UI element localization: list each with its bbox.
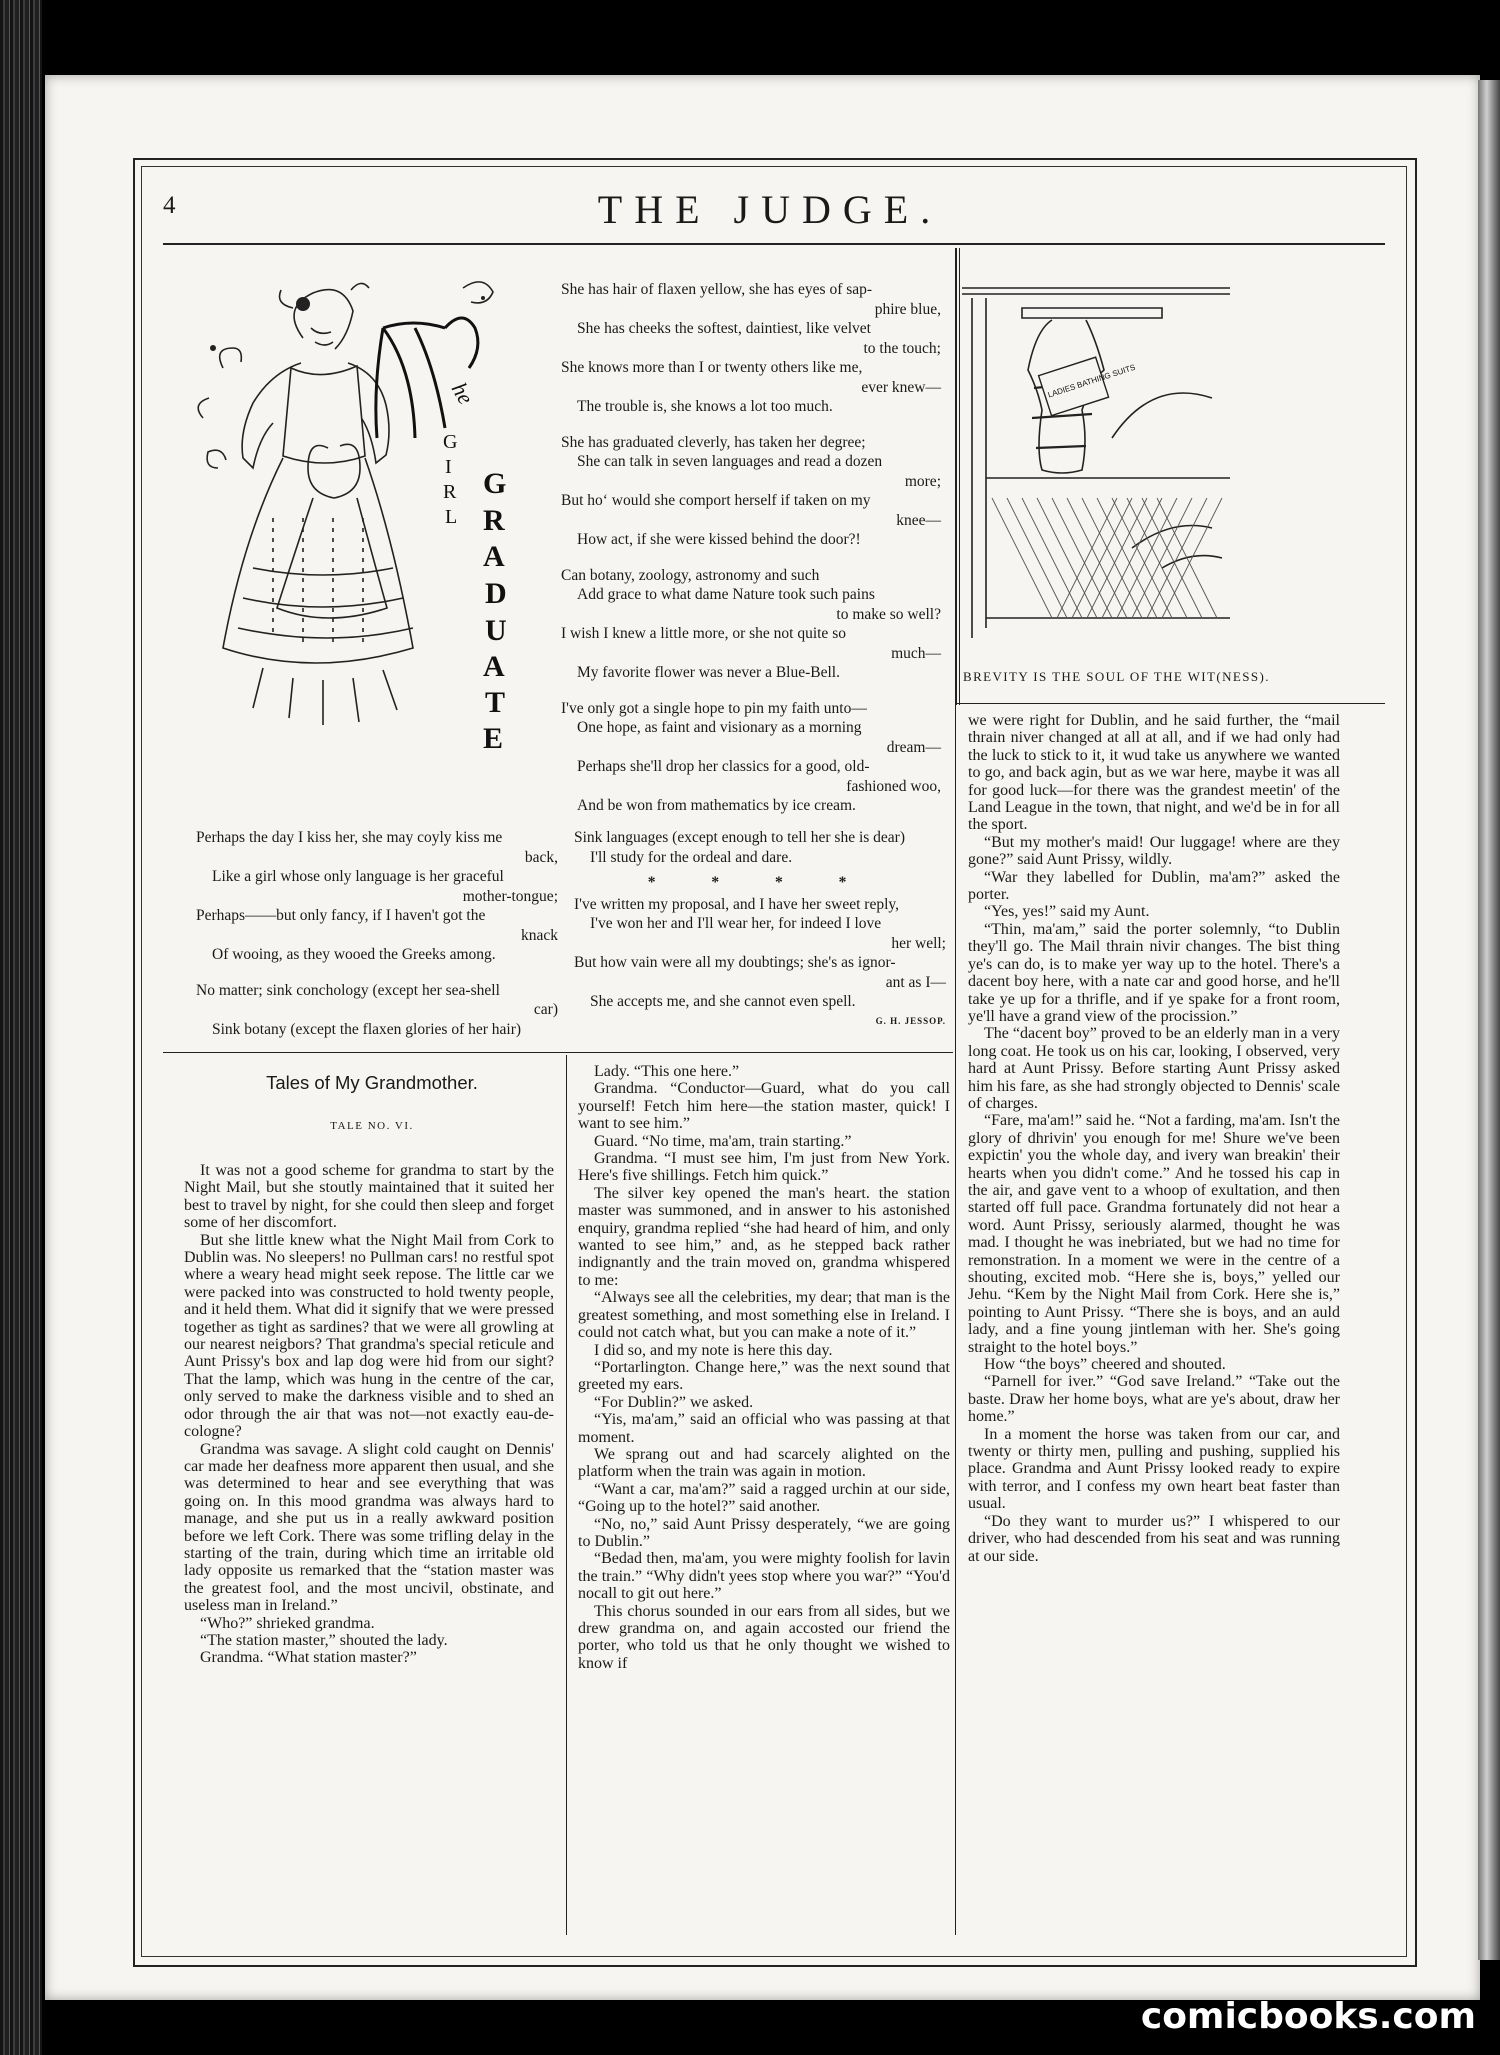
poem-line: fashioned woo, xyxy=(846,777,941,795)
divider-horizontal-mid xyxy=(163,1052,953,1053)
story-paragraph: we were right for Dublin, and he said further, the “mail thrain niver changed at all at all, and if we had only had the luck to stick to it, it wud take us anywhere we wanted to go, and back agin, but as we war here, maybe it was all for good luck—for there was the grandest meetin' of the Land League in the town, that night, and we'd be in for all the sport. xyxy=(968,712,1340,834)
page-edge xyxy=(1478,80,1500,1960)
stanza-gap xyxy=(561,417,941,433)
poem-line: I've won her and I'll wear her, for indeed I love xyxy=(590,915,882,932)
poem-line: dream— xyxy=(886,738,941,756)
poem-column-right-top xyxy=(561,280,941,816)
poem-line: I wish I knew a little more, or she not quite so xyxy=(561,625,846,642)
svg-text:A: A xyxy=(483,650,505,683)
poem-line: phire blue, xyxy=(874,300,941,318)
poem-line: Sink languages (except enough to tell her she is dear) xyxy=(574,829,905,846)
story-paragraph: The silver key opened the man's heart. the station master was summoned, and in answer to his astonished enquiry, grandma replied “she had heard of him, and only wanted to see him,” and, as he stepped back rather indignantly and the train moved on, grandma whispered to me: xyxy=(578,1184,950,1289)
poem-line: ant as I— xyxy=(885,973,946,991)
poem-line: knack xyxy=(520,926,558,944)
page-number: 4 xyxy=(163,192,176,219)
poem-line: much— xyxy=(891,644,941,662)
svg-text:U: U xyxy=(485,614,507,647)
story-paragraph: Grandma. “I must see him, I'm just from New York. Here's five shillings. Fetch him quick.” xyxy=(578,1150,950,1185)
poem-line: She can talk in seven languages and read a dozen xyxy=(577,453,883,470)
story-paragraph: But she little knew what the Night Mail from Cork to Dublin was. No sleepers! no Pullman cars! no restful spot where a weary head might seek repose. The little car we were packed into was constructed to hold twenty people, and it held them. What did it signify that we were pressed together as tight as sardines? that we were all growling at our nearest neigbors? That grandma's special reticule and Aunt Prissy's box and lap dog were hid from our sight? That the lamp, which was hung in the centre of the car, only served to make the darkness visible and to shed an odor through the air that was not—not exactly eau-de-cologne? xyxy=(184,1231,554,1441)
divider-col1-col2 xyxy=(566,1055,567,1935)
poem-line: She has graduated cleverly, has taken her degree; xyxy=(561,433,866,451)
story-paragraph: “Do they want to murder us?” I whispered to our driver, who had descended from his seat and was running at our side. xyxy=(968,1512,1340,1565)
story-paragraph: Lady. “This one here.” xyxy=(594,1063,740,1080)
story-paragraph: “Portarlington. Change here,” was the next sound that greeted my ears. xyxy=(578,1358,950,1394)
story-paragraph: It was not a good scheme for grandma to start by the Night Mail, but she stoutly maintained that it suited her best to travel by night, for she could then sleep and forget some of her discomfort. xyxy=(184,1162,554,1232)
bathing-suit-cartoon xyxy=(962,278,1230,638)
poem-line: Can botany, zoology, astronomy and such xyxy=(561,566,820,584)
poem-line: I've written my proposal, and I have her sweet reply, xyxy=(574,895,900,913)
poem-line: Add grace to what dame Nature took such pains xyxy=(577,586,875,603)
cartoon-caption: BREVITY IS THE SOUL OF THE WIT(NESS). xyxy=(963,669,1270,684)
cartoon-sign: LADIES BATHING SUITS xyxy=(1046,362,1137,400)
poem-line: Perhaps——but only fancy, if I haven't got the xyxy=(196,907,486,924)
poem-line: How act, if she were kissed behind the door?! xyxy=(577,531,861,548)
story-column-2 xyxy=(578,1063,950,1672)
poem-column-left-bottom xyxy=(196,828,558,1039)
poem-line: And be won from mathematics by ice cream. xyxy=(577,797,856,814)
poem-line: * * * * xyxy=(647,874,873,891)
poem-line: Of wooing, as they wooed the Greeks among. xyxy=(212,946,496,963)
story-paragraph: Grandma. “Conductor—Guard, what do you call yourself! Fetch him here—the station master, quick! I want to see him.” xyxy=(578,1080,950,1133)
divider-horizontal-cartoon xyxy=(957,703,1385,704)
girl-graduate-illustration xyxy=(183,268,548,788)
masthead-rule xyxy=(163,243,1385,245)
story-paragraph: The “dacent boy” proved to be an elderly man in a very long coat. He took us on his car, looking, I observed, very hard at Aunt Prissy. Before starting Aunt Prissy asked him his fare, as she had strongly objected to Dennis' scale of charges. xyxy=(968,1025,1340,1112)
story-column-3 xyxy=(968,712,1340,1565)
masthead: THE JUDGE. xyxy=(597,187,943,232)
poem-line: car) xyxy=(533,1001,558,1018)
poem-line: to the touch; xyxy=(863,339,941,357)
story-paragraph: “No, no,” said Aunt Prissy desperately, “we are going to Dublin.” xyxy=(578,1515,950,1550)
story-paragraph: “War they labelled for Dublin, ma'am?” asked the porter. xyxy=(968,868,1340,904)
poem-line: mother-tongue; xyxy=(462,887,558,905)
svg-text:L: L xyxy=(445,506,458,528)
story-paragraph: “Parnell for iver.” “God save Ireland.” “Take out the baste. Draw her home boys, what are ye's about, draw her home.” xyxy=(968,1373,1340,1426)
poem-line: Perhaps the day I kiss her, she may coyly kiss me xyxy=(196,829,503,846)
story-paragraph: “Who?” shrieked grandma. xyxy=(200,1614,375,1632)
svg-text:G: G xyxy=(443,431,458,453)
divider-col2-col3 xyxy=(955,703,956,1935)
poem-line: her well; xyxy=(891,934,946,952)
poem-line: The trouble is, she knows a lot too much. xyxy=(577,398,833,415)
poem-column-right-bottom xyxy=(574,828,946,1031)
poem-line: to make so well? xyxy=(836,605,941,623)
poem-line: Perhaps she'll drop her classics for a good, old- xyxy=(577,758,870,775)
poem-line: She knows more than I or twenty others like me, xyxy=(561,359,863,376)
story-subtitle: TALE NO. VI. xyxy=(330,1120,414,1132)
poem-line: One hope, as faint and visionary as a morning xyxy=(577,719,862,736)
story-paragraph: I did so, and my note is here this day. xyxy=(594,1341,833,1359)
site-watermark: comicbooks.com xyxy=(1140,1996,1476,2037)
story-paragraph: “Always see all the celebrities, my dear; that man is the greatest something, and most something else in Ireland. I could not catch what, but you can make a note of it.” xyxy=(578,1289,950,1342)
poem-line: My favorite flower was never a Blue-Bell. xyxy=(577,664,840,681)
stanza-gap xyxy=(196,965,558,981)
poem-line: But hoʻ would she comport herself if taken on my xyxy=(561,492,871,509)
story-paragraph: “The station master,” shouted the lady. xyxy=(200,1631,448,1649)
poem-line: Sink botany (except the flaxen glories of her hair) xyxy=(212,1020,522,1038)
poem-line: Like a girl whose only language is her graceful xyxy=(212,868,504,885)
poem-line: She has cheeks the softest, daintiest, like velvet xyxy=(577,320,871,337)
svg-text:G: G xyxy=(483,467,507,500)
poem-line: I've only got a single hope to pin my faith unto— xyxy=(561,699,867,717)
story-paragraph: “Yes, yes!” said my Aunt. xyxy=(984,903,1150,921)
poem-line: ever knew— xyxy=(861,378,941,396)
svg-text:R: R xyxy=(443,481,457,503)
svg-text:A: A xyxy=(483,540,505,573)
story-paragraph: “Thin, ma'am,” said the porter solemnly, “to Dublin they'll go. The Mail thrain nivir changes. The bist thing ye's can do, is to make yer way up to the hotel. There's a dacent boy here, with a nate car and good horse, and he'll take ye up for a thrifle, and if ye spake for a front room, ye'll have a grand view of the procission.” xyxy=(968,920,1340,1025)
story-paragraph: Grandma was savage. A slight cold caught on Dennis' car made her deafness more apparent then usual, and she was determined to hear and see everything that was going on. In this mood grandma was always hard to manage, and she put us in a really awkward position before we left Cork. There was some trifling delay in the starting of the train, during which time an irritable old lady opposite us remarked that the “station master was the greatest fool, and the most uncivil, obstinate, and useless man in Ireland.” xyxy=(184,1440,554,1615)
poem-line: But how vain were all my doubtings; she's as ignor- xyxy=(574,954,896,971)
story-title: Tales of My Grandmother. xyxy=(266,1072,478,1093)
poem-signature: G. H. JESSOP. xyxy=(875,1015,946,1026)
book-spine xyxy=(0,0,42,2055)
story-paragraph: How “the boys” cheered and shouted. xyxy=(984,1356,1226,1374)
svg-text:D: D xyxy=(485,577,507,610)
story-paragraph: “Want a car, ma'am?” said a ragged urchin at our side, “Going up to the hotel?” said another. xyxy=(578,1480,950,1516)
story-paragraph: This chorus sounded in our ears from all sides, but we drew grandma on, and again accosted our friend the porter, who told us that he only thought we wished to know if xyxy=(578,1602,950,1672)
svg-text:R: R xyxy=(483,504,505,537)
poem-line: more; xyxy=(904,472,941,490)
svg-text:he: he xyxy=(446,378,479,409)
divider-vertical-top xyxy=(955,248,957,705)
poem-line: knee— xyxy=(896,511,941,529)
story-paragraph: “Fare, ma'am!” said he. “Not a farding, ma'am. Isn't the glory of dhrivin' you enough for me! Shure we've been expictin' you the whole day, and ivery wan breakin' their hearts when you didn't come.” And he tossed his cap in the air, and gave vent to a whoop of exultation, and then started off full pace. Grandma fortunately did not hear a word. Aunt Prissy, seriously alarmed, thought he was mad. I thought he was inebriated, but we had no time for remonstration. In a moment we were in the centre of a shouting, excited mob. “Here she is, boys,” yelled our Jehu. “Kem by the Night Mail from Cork. Here she is,” pointing to Aunt Prissy. “There she is boys, and an auld lady, and a fine young jintleman with her. She's going straight to the hotel boys.” xyxy=(968,1112,1340,1356)
poem-line: back, xyxy=(524,848,558,866)
story-paragraph: Grandma. “What station master?” xyxy=(200,1649,417,1667)
story-paragraph: In a moment the horse was taken from our car, and twenty or thirty men, pulling and pushing, supplied his place. Grandma and Aunt Prissy looked ready to expire with terror, and I confess my own heart beat faster than usual. xyxy=(968,1425,1340,1513)
poem-line: She has hair of flaxen yellow, she has eyes of sap- xyxy=(561,281,873,298)
story-paragraph: “Bedad then, ma'am, you were mighty foolish for lavin the train.” “Why didn't yees stop where you war?” “You'd nocall to git out here.” xyxy=(578,1550,950,1603)
story-paragraph: Guard. “No time, ma'am, train starting.” xyxy=(594,1132,852,1150)
poem-line: No matter; sink conchology (except her sea-shell xyxy=(196,981,500,999)
story-paragraph: “But my mother's maid! Our luggage! where are they gone?” said Aunt Prissy, wildly. xyxy=(968,833,1340,869)
poem-line: I'll study for the ordeal and dare. xyxy=(590,848,793,866)
story-paragraph: We sprang out and had scarcely alighted on the platform when the train was again in motion. xyxy=(578,1445,950,1481)
stanza-gap xyxy=(561,683,941,699)
story-column-1 xyxy=(184,1162,554,1667)
svg-text:I: I xyxy=(445,456,452,478)
svg-text:T: T xyxy=(485,686,506,719)
poem-line: She accepts me, and she cannot even spell. xyxy=(590,993,856,1010)
story-paragraph: “Yis, ma'am,” said an official who was passing at that moment. xyxy=(578,1411,950,1446)
divider-vertical-top-inner xyxy=(959,248,960,705)
stanza-gap xyxy=(561,550,941,566)
svg-text:E: E xyxy=(483,722,504,755)
story-paragraph: “For Dublin?” we asked. xyxy=(594,1393,754,1411)
